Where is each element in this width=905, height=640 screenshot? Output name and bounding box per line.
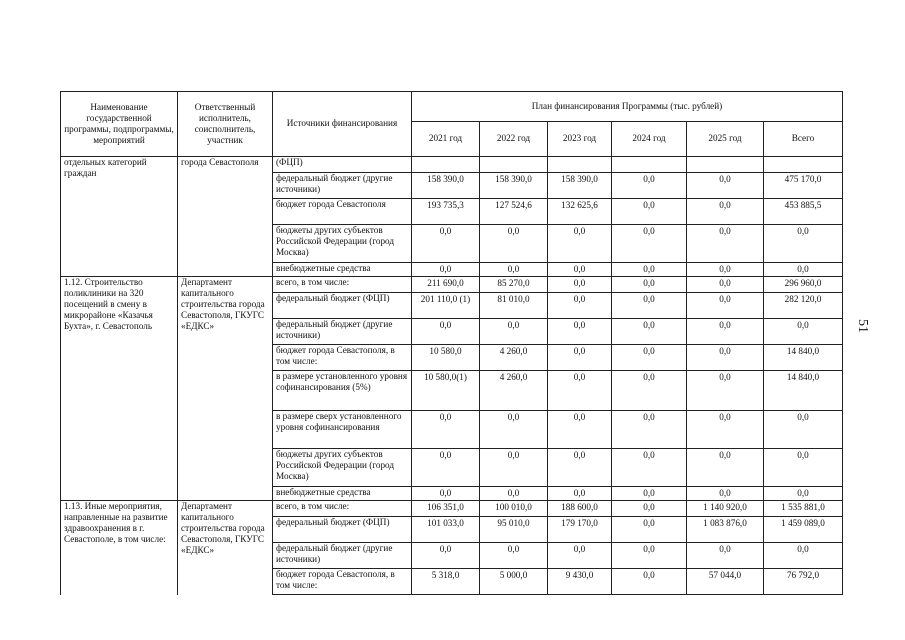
amount-cell: 0,0 — [412, 449, 480, 487]
funding-source: федеральный бюджет (другие источники) — [273, 543, 412, 569]
header-year: 2022 год — [480, 122, 548, 157]
amount-cell: 0,0 — [612, 371, 687, 411]
funding-source: всего, в том числе: — [273, 501, 412, 517]
executor: Департамент капитального строительства города Севастополя, ГКУГС «ЕДКС» — [178, 277, 273, 501]
amount-cell: 0,0 — [480, 263, 548, 277]
amount-cell: 5 318,0 — [412, 569, 480, 595]
amount-cell: 0,0 — [687, 293, 764, 319]
funding-source: в размере установленного уровня софинансирования (5%) — [273, 371, 412, 411]
amount-cell: 0,0 — [612, 225, 687, 263]
amount-cell: 179 170,0 — [548, 517, 612, 543]
amount-cell — [480, 157, 548, 173]
funding-source: (ФЦП) — [273, 157, 412, 173]
table-row — [61, 501, 843, 517]
amount-cell: 0,0 — [612, 517, 687, 543]
amount-cell: 0,0 — [612, 411, 687, 449]
header-year: 2021 год — [412, 122, 480, 157]
amount-cell: 0,0 — [548, 371, 612, 411]
amount-cell: 106 351,0 — [412, 501, 480, 517]
amount-cell: 158 390,0 — [412, 173, 480, 199]
amount-cell: 0,0 — [412, 543, 480, 569]
amount-cell: 0,0 — [764, 319, 843, 345]
amount-cell: 0,0 — [412, 487, 480, 501]
amount-cell: 201 110,0 (1) — [412, 293, 480, 319]
amount-cell: 0,0 — [412, 319, 480, 345]
amount-cell: 0,0 — [687, 199, 764, 225]
amount-cell: 0,0 — [612, 345, 687, 371]
amount-cell: 0,0 — [612, 569, 687, 595]
table-row — [61, 157, 843, 173]
amount-cell: 0,0 — [612, 199, 687, 225]
amount-cell: 1 083 876,0 — [687, 517, 764, 543]
amount-cell: 211 690,0 — [412, 277, 480, 293]
amount-cell: 10 580,0(1) — [412, 371, 480, 411]
amount-cell — [548, 157, 612, 173]
amount-cell: 81 010,0 — [480, 293, 548, 319]
amount-cell: 85 270,0 — [480, 277, 548, 293]
amount-cell: 101 033,0 — [412, 517, 480, 543]
amount-cell: 158 390,0 — [480, 173, 548, 199]
amount-cell: 0,0 — [612, 449, 687, 487]
amount-cell: 0,0 — [480, 411, 548, 449]
amount-cell: 0,0 — [687, 263, 764, 277]
amount-cell: 9 430,0 — [548, 569, 612, 595]
amount-cell: 0,0 — [548, 411, 612, 449]
amount-cell: 0,0 — [480, 543, 548, 569]
executor: города Севастополя — [178, 157, 273, 277]
amount-cell: 0,0 — [412, 225, 480, 263]
page-number: 51 — [855, 319, 870, 333]
amount-cell: 0,0 — [480, 449, 548, 487]
amount-cell: 76 792,0 — [764, 569, 843, 595]
amount-cell: 1 140 920,0 — [687, 501, 764, 517]
amount-cell: 5 000,0 — [480, 569, 548, 595]
funding-source: бюджет города Севастополя — [273, 199, 412, 225]
funding-source: бюджет города Севастополя, в том числе: — [273, 569, 412, 595]
amount-cell — [612, 157, 687, 173]
header-year: 2024 год — [612, 122, 687, 157]
funding-source: внебюджетные средства — [273, 487, 412, 501]
funding-source: всего, в том числе: — [273, 277, 412, 293]
header-source: Источники финансирования — [273, 92, 412, 157]
amount-cell: 0,0 — [548, 319, 612, 345]
funding-source: федеральный бюджет (другие источники) — [273, 319, 412, 345]
amount-cell: 282 120,0 — [764, 293, 843, 319]
financing-table — [60, 91, 843, 595]
amount-cell: 0,0 — [764, 225, 843, 263]
amount-cell: 453 885,5 — [764, 199, 843, 225]
amount-cell: 0,0 — [548, 225, 612, 263]
funding-source: в размере сверх установленного уровня софинансирования — [273, 411, 412, 449]
amount-cell: 0,0 — [764, 411, 843, 449]
amount-cell: 0,0 — [548, 277, 612, 293]
amount-cell: 0,0 — [687, 225, 764, 263]
amount-cell: 0,0 — [764, 487, 843, 501]
measure-name: 1.12. Строительство поликлиники на 320 посещений в смену в микрорайоне «Казачья Бухта», г. Севастополь — [61, 277, 178, 501]
amount-cell — [764, 157, 843, 173]
amount-cell: 0,0 — [548, 345, 612, 371]
amount-cell: 0,0 — [687, 371, 764, 411]
amount-cell: 0,0 — [687, 345, 764, 371]
amount-cell: 475 170,0 — [764, 173, 843, 199]
amount-cell: 0,0 — [764, 449, 843, 487]
amount-cell: 0,0 — [612, 487, 687, 501]
amount-cell: 0,0 — [764, 543, 843, 569]
amount-cell: 0,0 — [480, 225, 548, 263]
amount-cell: 0,0 — [612, 543, 687, 569]
executor: Департамент капитального строительства города Севастополя, ГКУГС «ЕДКС» — [178, 501, 273, 595]
amount-cell: 4 260,0 — [480, 371, 548, 411]
amount-cell: 132 625,6 — [548, 199, 612, 225]
funding-source: бюджет города Севастополя, в том числе: — [273, 345, 412, 371]
header-year: 2023 год — [548, 122, 612, 157]
amount-cell: 14 840,0 — [764, 371, 843, 411]
amount-cell: 1 459 089,0 — [764, 517, 843, 543]
amount-cell: 0,0 — [687, 449, 764, 487]
header-name: Наименование государственной программы, подпрограммы, мероприятий — [61, 92, 178, 157]
amount-cell: 14 840,0 — [764, 345, 843, 371]
amount-cell: 0,0 — [548, 263, 612, 277]
amount-cell: 0,0 — [612, 263, 687, 277]
amount-cell: 57 044,0 — [687, 569, 764, 595]
amount-cell: 95 010,0 — [480, 517, 548, 543]
amount-cell: 0,0 — [548, 543, 612, 569]
header-plan: План финансирования Программы (тыс. рублей) — [412, 92, 843, 122]
amount-cell: 0,0 — [687, 487, 764, 501]
amount-cell: 296 960,0 — [764, 277, 843, 293]
amount-cell: 0,0 — [548, 293, 612, 319]
funding-source: федеральный бюджет (другие источники) — [273, 173, 412, 199]
amount-cell: 0,0 — [687, 543, 764, 569]
amount-cell: 0,0 — [764, 263, 843, 277]
amount-cell: 0,0 — [548, 449, 612, 487]
amount-cell — [412, 157, 480, 173]
funding-source: бюджеты других субъектов Российской Федерации (город Москва) — [273, 449, 412, 487]
amount-cell: 0,0 — [612, 277, 687, 293]
header-year: 2025 год — [687, 122, 764, 157]
amount-cell: 0,0 — [480, 319, 548, 345]
amount-cell: 0,0 — [687, 277, 764, 293]
amount-cell: 4 260,0 — [480, 345, 548, 371]
amount-cell: 0,0 — [687, 411, 764, 449]
amount-cell: 158 390,0 — [548, 173, 612, 199]
amount-cell: 0,0 — [480, 487, 548, 501]
measure-name: 1.13. Иные мероприятия, направленные на развитие здравоохранения в г. Севастополе, в том числе: — [61, 501, 178, 595]
funding-source: федеральный бюджет (ФЦП) — [273, 293, 412, 319]
amount-cell: 0,0 — [612, 319, 687, 345]
funding-source: бюджеты других субъектов Российской Федерации (город Москва) — [273, 225, 412, 263]
header-executor: Ответственный исполнитель, соисполнитель, участник — [178, 92, 273, 157]
amount-cell: 0,0 — [412, 263, 480, 277]
amount-cell: 0,0 — [548, 487, 612, 501]
amount-cell — [687, 157, 764, 173]
amount-cell: 100 010,0 — [480, 501, 548, 517]
table-row — [61, 277, 843, 293]
amount-cell: 0,0 — [412, 411, 480, 449]
measure-name: отдельных категорий граждан — [61, 157, 178, 277]
amount-cell: 10 580,0 — [412, 345, 480, 371]
amount-cell: 0,0 — [612, 173, 687, 199]
amount-cell: 0,0 — [612, 293, 687, 319]
amount-cell: 188 600,0 — [548, 501, 612, 517]
amount-cell: 0,0 — [612, 501, 687, 517]
funding-source: внебюджетные средства — [273, 263, 412, 277]
amount-cell: 127 524,6 — [480, 199, 548, 225]
amount-cell: 0,0 — [687, 319, 764, 345]
amount-cell: 0,0 — [687, 173, 764, 199]
funding-source: федеральный бюджет (ФЦП) — [273, 517, 412, 543]
header-year: Всего — [764, 122, 843, 157]
amount-cell: 193 735,3 — [412, 199, 480, 225]
amount-cell: 1 535 881,0 — [764, 501, 843, 517]
